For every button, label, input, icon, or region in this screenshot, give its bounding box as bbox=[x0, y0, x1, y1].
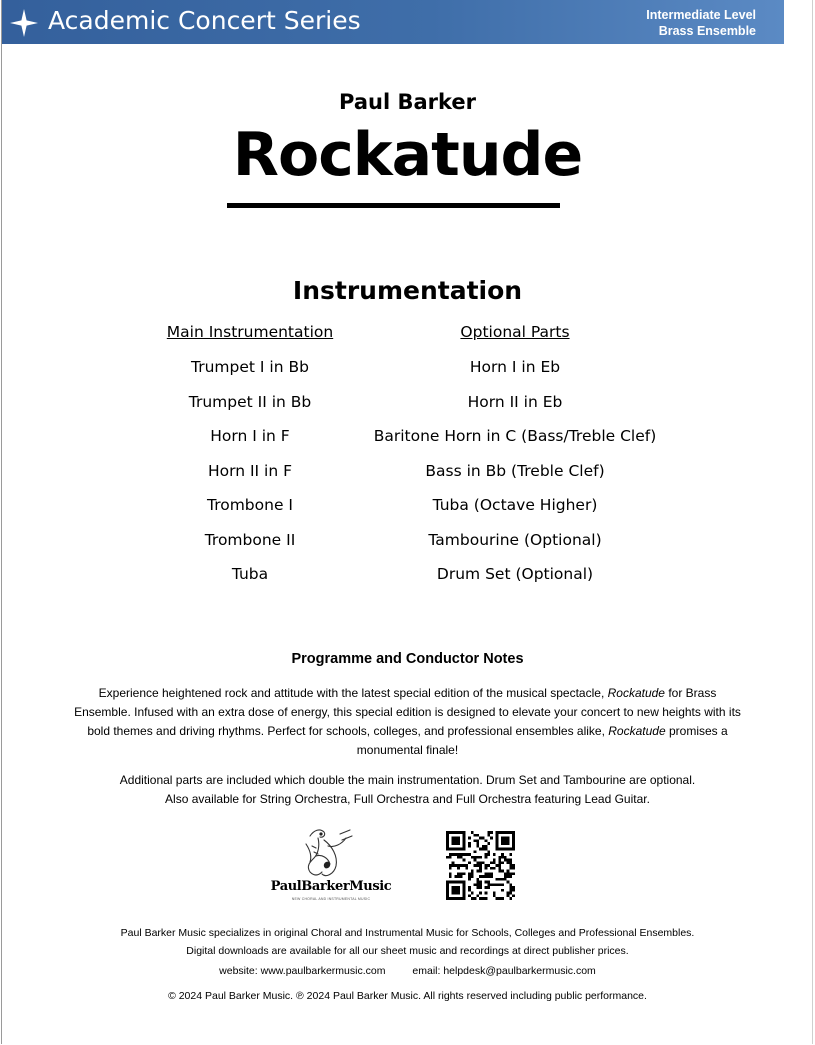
series-header-bar bbox=[2, 0, 784, 44]
optional-part-item: Bass in Bb (Treble Clef) bbox=[425, 461, 605, 480]
programme-notes-paragraph bbox=[70, 684, 745, 760]
level-box bbox=[646, 7, 756, 39]
notes-heading: Programme and Conductor Notes bbox=[291, 651, 524, 667]
instrumentation-heading: Instrumentation bbox=[292, 276, 523, 305]
instrument-item: Trombone I bbox=[207, 496, 293, 514]
four-point-star-icon bbox=[10, 9, 38, 37]
qr-code-icon bbox=[446, 831, 515, 900]
instrument-item: Horn I in F bbox=[210, 427, 290, 445]
optional-part-item: Tambourine (Optional) bbox=[428, 530, 602, 549]
piece-title: Rockatude bbox=[232, 120, 583, 190]
main-instrumentation-heading: Main Instrumentation bbox=[166, 323, 334, 341]
ensemble-label: Brass Ensemble bbox=[658, 24, 756, 38]
copyright-notice: © 2024 Paul Barker Music. ℗ 2024 Paul Barker Music. All rights reserved including public performance. bbox=[168, 990, 647, 1002]
footer-description bbox=[0, 924, 815, 960]
notes-piece-title: Rockatude bbox=[608, 724, 666, 738]
level-label: Intermediate Level bbox=[646, 8, 756, 22]
optional-part-item: Horn I in Eb bbox=[469, 358, 561, 376]
instrument-item: Trombone II bbox=[204, 530, 296, 549]
instrument-item: Tuba bbox=[231, 565, 269, 583]
optional-parts-heading: Optional Parts bbox=[460, 323, 570, 341]
optional-part-item: Baritone Horn in C (Bass/Treble Clef) bbox=[373, 427, 657, 445]
optional-part-item: Drum Set (Optional) bbox=[436, 565, 594, 583]
violin-logo-icon bbox=[266, 826, 396, 906]
optional-part-item: Horn II in Eb bbox=[467, 392, 563, 411]
notes-text: Experience heightened rock and attitude with the latest special edition of the musical spectacle, bbox=[98, 686, 608, 700]
instrument-item: Trumpet I in Bb bbox=[191, 358, 309, 376]
notes-text: promises a monumental finale! bbox=[356, 724, 728, 757]
optional-part-item: Tuba (Octave Higher) bbox=[432, 496, 598, 514]
footer-line: Digital downloads are available for all our sheet music and recordings at direct publisher prices. bbox=[186, 945, 629, 957]
instrument-item: Horn II in F bbox=[207, 461, 293, 480]
logo-tagline: NEW CHORAL AND INSTRUMENTAL MUSIC bbox=[291, 897, 371, 901]
additional-parts-paragraph bbox=[70, 771, 745, 809]
footer-contact bbox=[0, 962, 815, 980]
notes-line: Also available for String Orchestra, Full Orchestra and Full Orchestra featuring Lead Guitar. bbox=[165, 792, 650, 806]
notes-line: Additional parts are included which double the main instrumentation. Drum Set and Tambourine are optional. bbox=[119, 773, 696, 787]
notes-text: for Brass Ensemble. Infused with an extra dose of energy, this special edition is designed to elevate your concert to new heights with its bold themes and driving rhythms. Perfect for schools, colleges, and professional ensembles alike, bbox=[74, 686, 741, 738]
series-title: Academic Concert Series bbox=[48, 6, 361, 35]
title-underline bbox=[227, 203, 560, 208]
website-link[interactable]: website: www.paulbarkermusic.com bbox=[219, 965, 386, 977]
composer-name: Paul Barker bbox=[339, 90, 476, 114]
email-link[interactable]: email: helpdesk@paulbarkermusic.com bbox=[412, 965, 596, 977]
instrument-item: Trumpet II in Bb bbox=[188, 392, 312, 411]
notes-piece-title: Rockatude bbox=[607, 686, 665, 700]
footer-line: Paul Barker Music specializes in original Choral and Instrumental Music for Schools, Colleges and Professional Ensembles. bbox=[120, 927, 695, 939]
logo-name: PaulBarkerMusic bbox=[270, 879, 392, 894]
main-instrumentation-column bbox=[150, 321, 350, 598]
optional-parts-column bbox=[355, 321, 675, 598]
